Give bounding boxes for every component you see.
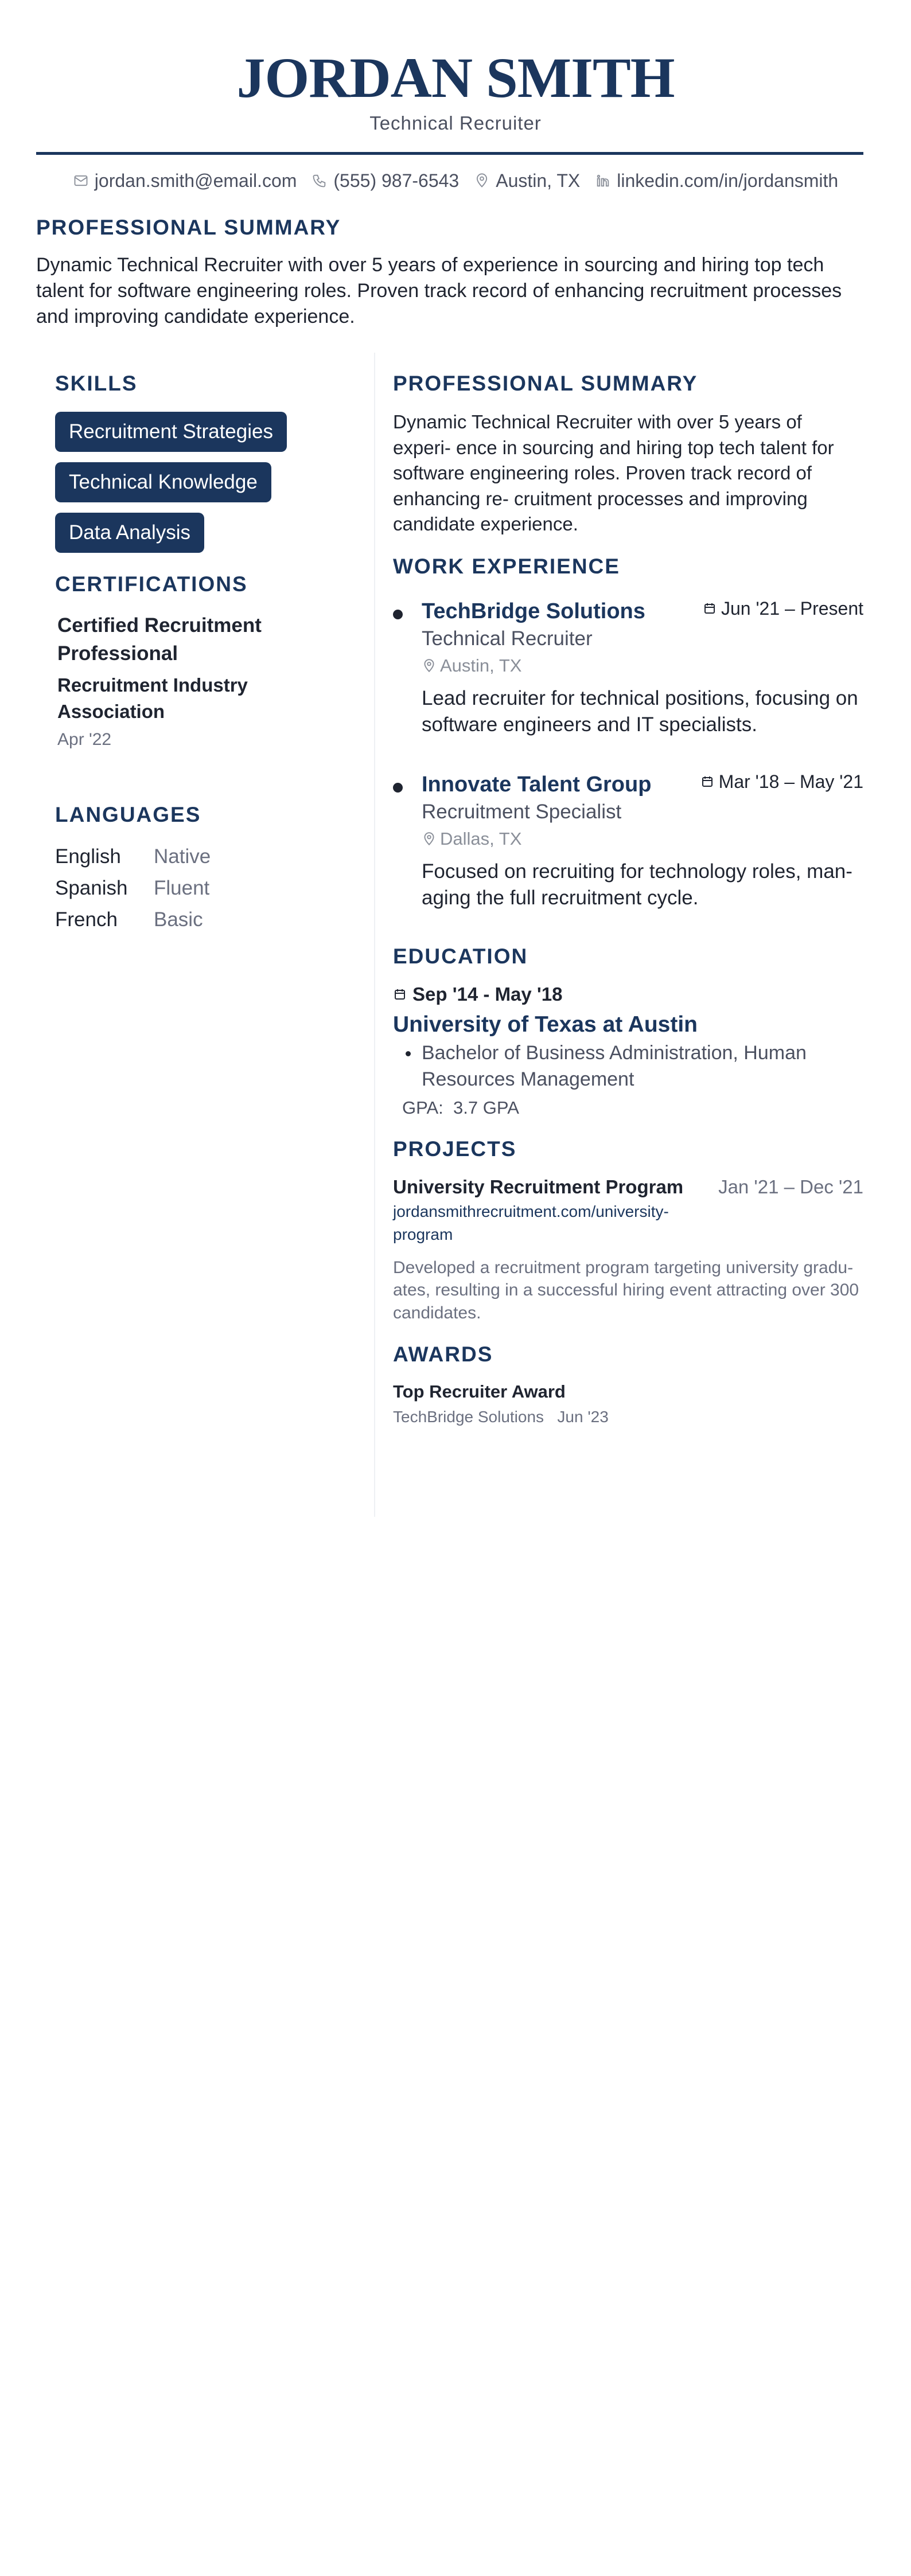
location-pin-icon [422, 832, 437, 846]
contact-location [474, 167, 580, 194]
section-heading-awards: AWARDS [393, 1342, 493, 1366]
skills-list [55, 412, 353, 563]
bullet-dot [393, 610, 403, 619]
phone-icon [312, 173, 328, 189]
language-name: English [55, 845, 121, 868]
calendar-icon [703, 602, 717, 615]
company-name: TechBridge Solutions [422, 599, 645, 623]
project-link[interactable]: jordansmithrecruitment.com/university-program [393, 1202, 669, 1243]
job-title: Technical Recruiter [369, 112, 542, 134]
award-title: Top Recruiter Award [393, 1381, 566, 1402]
summary-top-text: Dynamic Technical Recruiter with over 5 years of experience in sourcing and hiring top tech talent for software engineering roles. Proven track record of enhancing recruitment processes and improving candidate experience. [36, 254, 842, 327]
candidate-name: JORDAN SMITH [236, 46, 675, 110]
experience-item [393, 597, 863, 738]
contact-email[interactable] [73, 167, 297, 194]
job-dates [700, 771, 863, 793]
section-heading-projects: PROJECTS [393, 1137, 517, 1161]
right-column [393, 370, 863, 1430]
cert-name: Certified Recruitment Professional [57, 614, 262, 665]
date-text: Jun '21 – Present [721, 598, 863, 619]
job-role: Recruitment Specialist [422, 800, 622, 823]
language-row [55, 841, 353, 872]
location-pin-icon [422, 658, 437, 673]
header-divider [36, 152, 863, 155]
contact-bar [0, 167, 911, 194]
summary-text: Dynamic Technical Recruiter with over 5 years of experi- ence in sourcing and hiring top tech talent for software engineering roles. Proven track record of enhancing re- cruitment processes and improving candidate experience. [393, 411, 834, 534]
degree-item: Bachelor of Business Administration, Human Resources Management [393, 1040, 863, 1092]
skill-tag: Technical Knowledge [55, 462, 271, 502]
linkedin-icon [595, 173, 611, 189]
section-heading-experience: WORK EXPERIENCE [393, 554, 620, 578]
education-dates [393, 981, 863, 1008]
phone-text: (555) 987-6543 [333, 170, 460, 191]
award-issuer: TechBridge Solutions [393, 1408, 544, 1426]
project-dates: Jan '21 – Dec '21 [718, 1176, 863, 1197]
project-header [393, 1174, 863, 1200]
contact-phone[interactable] [312, 167, 459, 194]
section-heading-skills: SKILLS [55, 372, 138, 395]
language-row [55, 872, 353, 904]
email-text: jordan.smith@email.com [94, 170, 297, 191]
job-description: Lead recruiter for technical positions, focusing on software engineers and IT specialists. [422, 686, 858, 736]
date-text: Mar '18 – May '21 [718, 771, 863, 792]
section-heading-summary: PROFESSIONAL SUMMARY [393, 372, 698, 395]
linkedin-text: linkedin.com/in/jordansmith [617, 170, 839, 191]
gpa [402, 1096, 863, 1120]
section-heading-languages: LANGUAGES [55, 803, 201, 826]
project-description: Developed a recruitment program targeting university gradu- ates, resulting in a successful hiring event attracting over 300 candidates. [393, 1258, 859, 1322]
skill-tag: Recruitment Strategies [55, 412, 287, 452]
language-name: Spanish [55, 877, 128, 899]
job-location [422, 652, 863, 680]
location-pin-icon [474, 173, 490, 189]
column-divider [374, 353, 375, 1517]
language-level: Fluent [154, 877, 210, 899]
section-heading-summary-top: PROFESSIONAL SUMMARY [36, 216, 341, 239]
gpa-value: 3.7 GPA [453, 1097, 519, 1118]
section-heading-education: EDUCATION [393, 944, 528, 968]
left-column [55, 370, 353, 935]
job-dates [703, 598, 863, 619]
section-heading-certifications: CERTIFICATIONS [55, 572, 248, 596]
skill-tag: Data Analysis [55, 513, 204, 553]
language-level: Basic [154, 908, 203, 931]
location-text: Austin, TX [440, 655, 522, 676]
location-text: Dallas, TX [440, 828, 522, 849]
gpa-label: GPA: [402, 1097, 443, 1118]
language-row [55, 904, 353, 935]
mail-icon [73, 173, 89, 189]
calendar-icon [393, 988, 407, 1001]
cert-date: Apr '22 [57, 730, 112, 749]
language-name: French [55, 908, 118, 931]
calendar-icon [700, 775, 714, 789]
location-text: Austin, TX [496, 170, 581, 191]
job-description: Focused on recruiting for technology roles, man- aging the full recruitment cycle. [422, 860, 852, 909]
job-role: Technical Recruiter [422, 627, 593, 650]
language-level: Native [154, 845, 211, 868]
award-date: Jun '23 [557, 1408, 609, 1426]
award-meta [393, 1404, 863, 1430]
project-title: University Recruitment Program [393, 1176, 684, 1197]
school-name: University of Texas at Austin [393, 1012, 698, 1037]
date-text: Sep '14 - May '18 [412, 983, 563, 1005]
company-name: Innovate Talent Group [422, 772, 652, 797]
job-location [422, 825, 863, 853]
languages-list [55, 841, 353, 935]
cert-org: Recruitment Industry Association [57, 674, 248, 722]
bullet-dot [393, 783, 403, 793]
experience-item [393, 770, 863, 911]
contact-linkedin[interactable] [595, 167, 838, 194]
